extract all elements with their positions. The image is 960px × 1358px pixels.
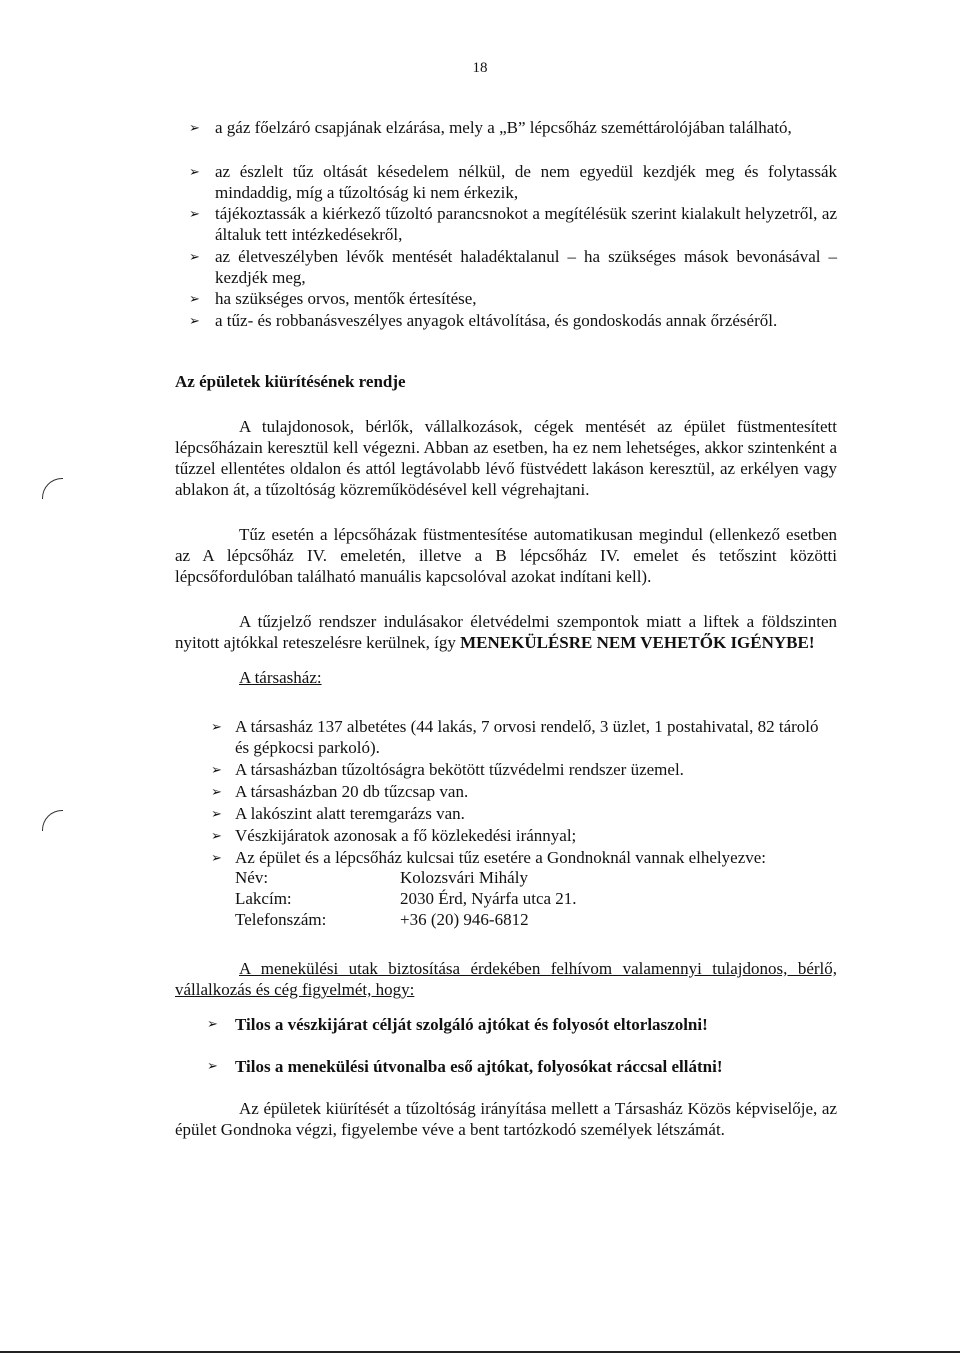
elevator-warning: MENEKÜLÉSRE NEM VEHETŐK IGÉNYBE! [460,633,815,652]
arrow-bullet-icon: ➢ [211,828,222,843]
arrow-bullet-icon: ➢ [207,1058,218,1073]
contact-phone-label: Telefonszám: [235,910,327,929]
contact-address-value: 2030 Érd, Nyárfa utca 21. [400,889,577,908]
arrow-bullet-icon: ➢ [207,1016,218,1031]
contact-address-label: Lakcím: [235,889,292,908]
arrow-bullet-icon: ➢ [211,762,222,777]
list-item: ➢ tájékoztassák a kiérkező tűzoltó parancsnokot a megítélésük szerint kialakult helyzetről, az általuk tett intézkedésekről, [189,204,837,244]
paragraph-elevators: A tűzjelző rendszer indulásakor életvédelmi szempontok miatt a liftek a földszinten nyitott ajtókkal reteszelésre kerülnek, így MENEKÜLÉSRE NEM VEHETŐK IGÉNYBE! [175,612,837,652]
arrow-bullet-icon: ➢ [189,206,200,221]
arrow-bullet-icon: ➢ [211,850,222,865]
arrow-bullet-icon: ➢ [211,806,222,821]
paragraph-evacuation: A tulajdonosok, bérlők, vállalkozások, cégek mentését az épület füstmentesített lépcsőházain keresztül kell végezni. Abban az esetben, ha ez nem lehetséges, akkor szintenként a tűzzel ellentétes oldalon és attól legtávolabb lévő füstvédett lakáson keresztül, az erkélyen vagy ablakon át, a tűzoltóság közreműködésével kell végrehajtani. [175,417,837,499]
contact-name-label: Név: [235,868,269,887]
list-item: ➢ az életveszélyben lévők mentését haladéktalanul – ha szükséges mások bevonásával – kezdjék meg, [189,247,837,287]
list-item: ➢ a gáz főelzáró csapjának elzárása, mely a „B” lépcsőház szeméttárolójában található, [189,118,792,137]
arrow-bullet-icon: ➢ [189,249,200,264]
scan-mark [42,478,63,499]
list-item: ➢ ha szükséges orvos, mentők értesítése, [189,289,477,308]
arrow-bullet-icon: ➢ [189,164,200,179]
list-item: ➢ A társasházban tűzoltóságra bekötött tűzvédelmi rendszer üzemel. [211,760,684,779]
list-item: ➢ A társasház 137 albetétes (44 lakás, 7 orvosi rendelő, 3 üzlet, 1 postahivatal, 82 tároló és gépkocsi parkoló). [211,717,819,757]
arrow-bullet-icon: ➢ [211,719,222,734]
notice-paragraph: A menekülési utak biztosítása érdekében felhívom valamennyi tulajdonos, bérlő, vállalkozás és cég figyelmét, hogy: [175,959,837,999]
list-item: ➢ Vészkijáratok azonosak a fő közlekedési iránnyal; [211,826,577,845]
list-item: ➢ A lakószint alatt teremgarázs van. [211,804,465,823]
paragraph-smoke-control: Tűz esetén a lépcsőházak füstmentesítése automatikusan megindul (ellenkező esetben az A lépcsőház IV. emeletén, illetve a B lépcsőház IV. emelet és tetőszint közötti lépcsőfordulóban található manuális kapcsolóval azokat indítani kell). [175,525,837,586]
arrow-bullet-icon: ➢ [189,313,200,328]
subheading-condominium: A társasház: [239,668,322,687]
scan-edge-line [0,1351,960,1353]
arrow-bullet-icon: ➢ [189,120,200,135]
arrow-bullet-icon: ➢ [211,784,222,799]
contact-phone-value: +36 (20) 946-6812 [400,910,529,929]
section-heading: Az épületek kiürítésének rendje [175,372,406,391]
list-item: ➢ az észlelt tűz oltását késedelem nélkül, de nem egyedül kezdjék meg és folytassák mindaddig, míg a tűzoltóság ki nem érkezik, [189,162,837,202]
paragraph-final: Az épületek kiürítését a tűzoltóság irányítása mellett a Társasház Közös képviselője, az épület Gondnoka végzi, figyelembe véve a bent tartózkodó személyek létszámát. [175,1099,837,1139]
page-number: 18 [472,60,488,76]
list-item: ➢ A társasházban 20 db tűzcsap van. [211,782,469,801]
contact-name-value: Kolozsvári Mihály [400,868,528,887]
rule-item: ➢ Tilos a vészkijárat célját szolgáló ajtókat és folyosót eltorlaszolni! [207,1015,708,1034]
scan-mark [42,810,63,831]
list-item: ➢ Az épület és a lépcsőház kulcsai tűz esetére a Gondnoknál vannak elhelyezve: [211,848,767,867]
rule-item: ➢ Tilos a menekülési útvonalba eső ajtókat, folyosókat ráccsal ellátni! [207,1057,723,1076]
list-item: ➢ a tűz- és robbanásveszélyes anyagok eltávolítása, és gondoskodás annak őrzéséről. [189,311,778,330]
arrow-bullet-icon: ➢ [189,291,200,306]
